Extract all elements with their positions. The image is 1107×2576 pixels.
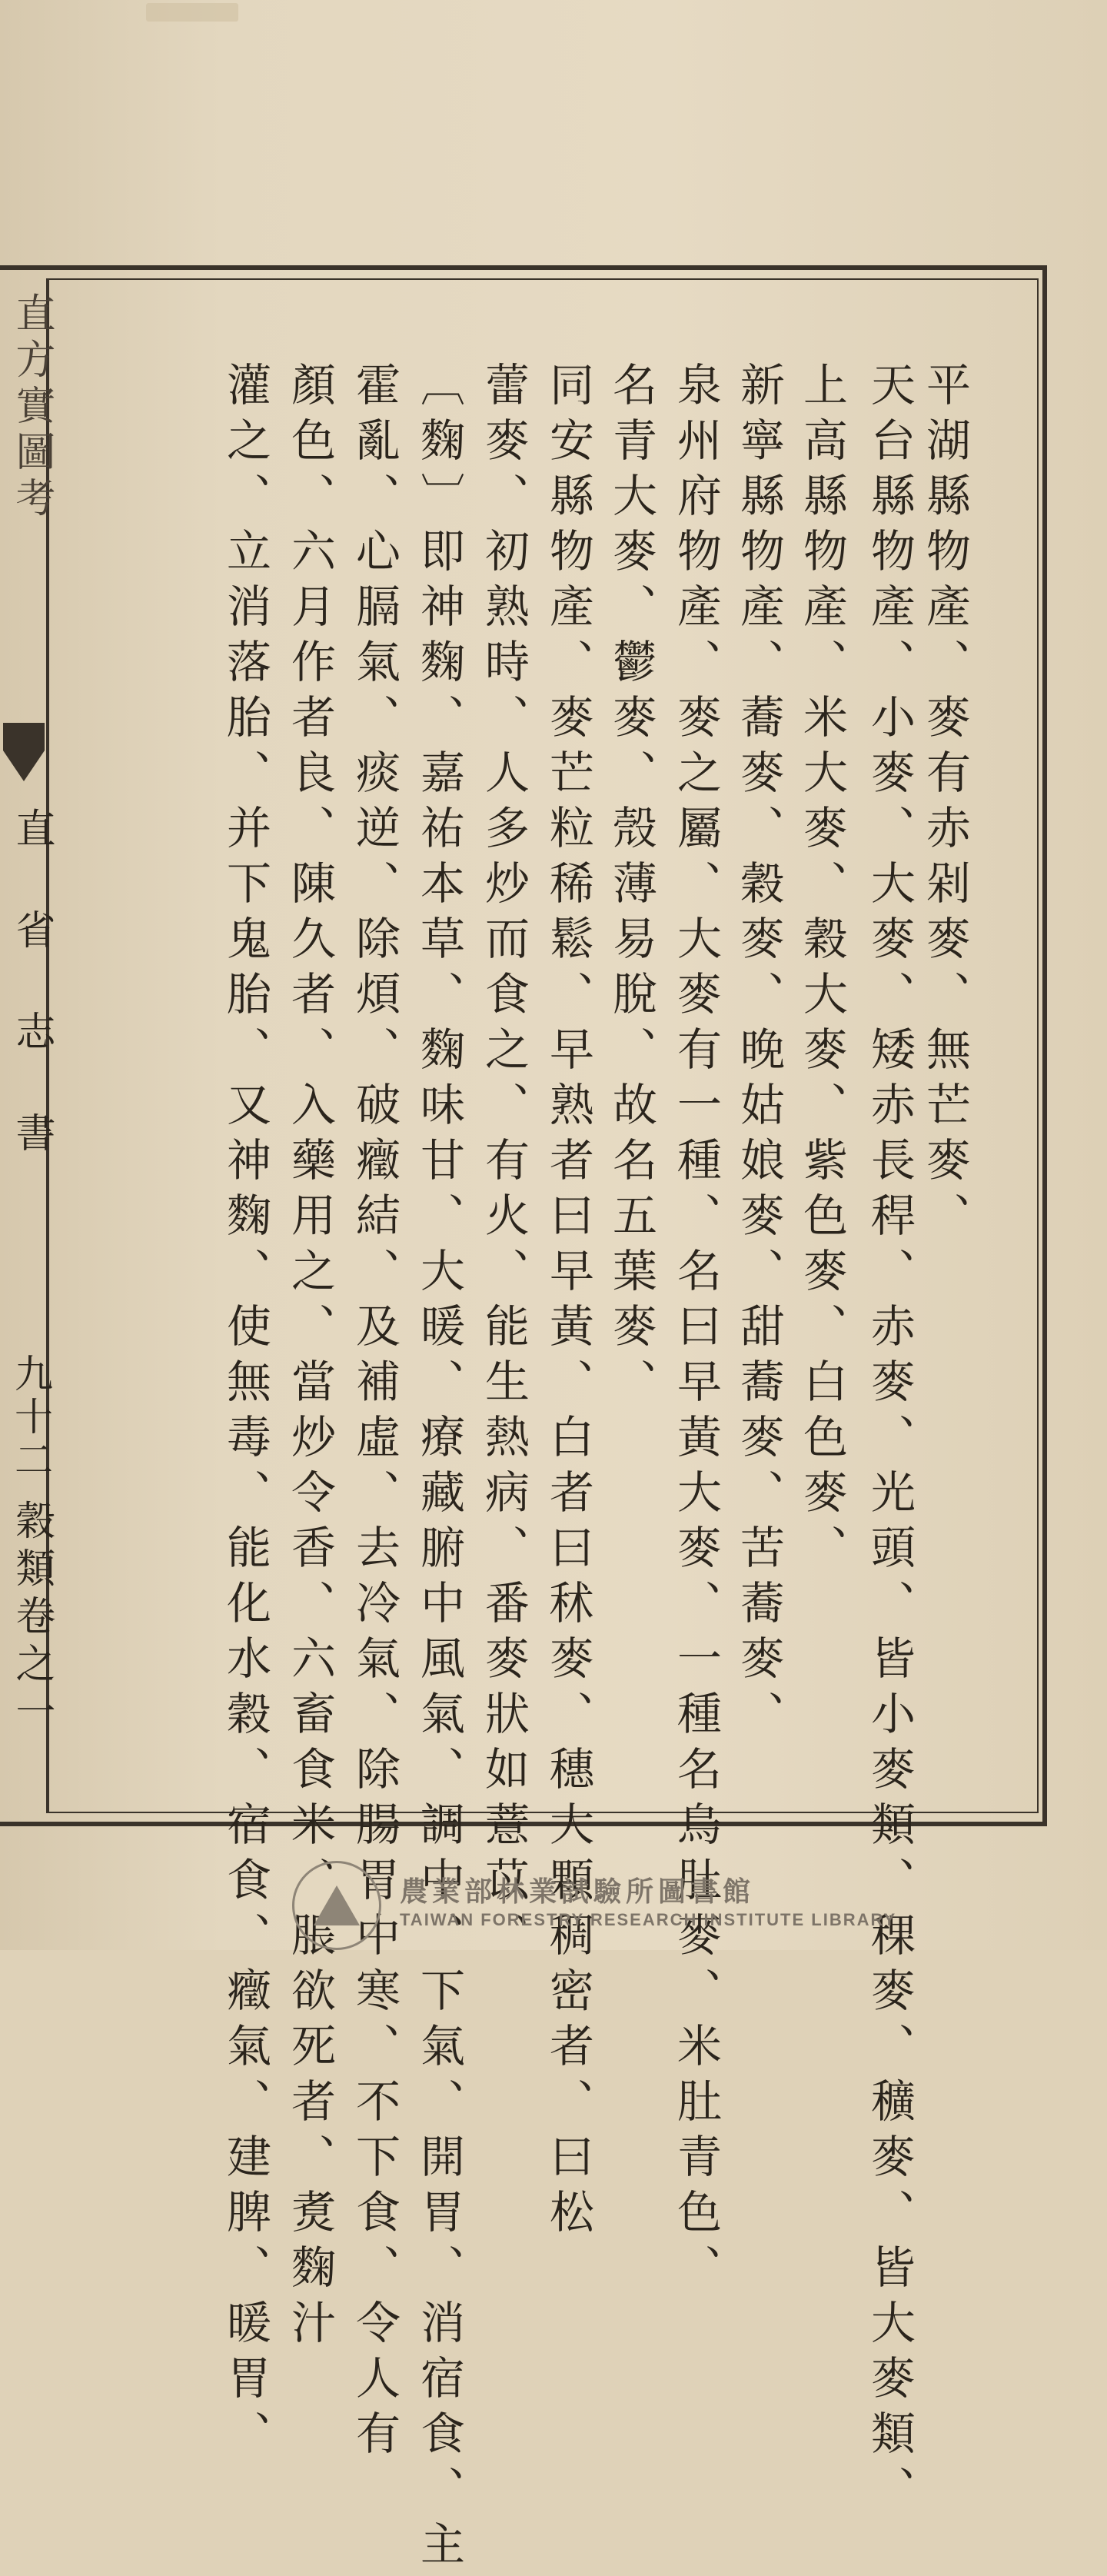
text-column-5: 泉州府物產、麥之屬、大麥有一種、名曰早黃大麥、一種名烏肚麥、米肚青色、 <box>670 361 722 2299</box>
library-name-zh: 農業部林業試驗所圖書館 <box>400 1876 756 1908</box>
text-column-8: 蕾麥、初熟時、人多炒而食之、有火、能生熱病、番麥狀如薏苡、 <box>477 361 530 1967</box>
text-column-2: 天台縣物產、小麥、大麥、矮赤長稈、赤麥、光頭、皆小麥類、稞麥、穬麥、皆大麥類、 <box>863 361 916 2521</box>
margin-book-title-fragment: 直方實圖考 <box>8 292 55 523</box>
text-column-1: 平湖縣物產、麥有赤剁麥、無芒麥、 <box>919 361 971 1247</box>
margin-page-number: 九十二 <box>8 1353 53 1483</box>
margin-section-label: 穀類卷之一 <box>8 1499 55 1738</box>
scan-tab-mark <box>146 3 238 22</box>
text-column-9: 〔麴〕即神麴、嘉祐本草、麴味甘、大暖、療藏腑中風氣、調中、下氣、開胃、消宿食、主 <box>413 361 465 2576</box>
library-emblem-icon <box>292 1861 381 1950</box>
text-column-6: 名青大麥、鬱麥、殼薄易脫、故名五葉麥、 <box>605 361 657 1413</box>
text-column-7: 同安縣物產、麥芒粒稀鬆、早熟者曰早黃、白者曰秫麥、穗大顆稠密者、曰松 <box>542 361 594 2244</box>
library-name-en: TAIWAN FORESTRY RESEARCH INSTITUTE LIBRARY <box>400 1910 897 1929</box>
text-column-3: 上高縣物產、米大麥、穀大麥、紫色麥、白色麥、 <box>796 361 848 1579</box>
margin-book-title: 直 省 志 書 <box>8 807 55 1160</box>
text-column-4: 新寧縣物產、蕎麥、穀麥、晚姑娘麥、甜蕎麥、苦蕎麥、 <box>733 361 785 1746</box>
text-column-10: 霍亂、心膈氣、痰逆、除煩、破癥結、及補虛、去冷氣、除腸胃中寒、不下食、令人有 <box>348 361 401 2465</box>
text-column-12: 灌之、立消落胎、并下鬼胎、又神麴、使無毒、能化水穀、宿食、癥氣、建脾、暖胃、 <box>219 361 271 2465</box>
fish-tail-mark <box>3 723 45 784</box>
text-column-11: 顏色、六月作者良、陳久者、入藥用之、當炒令香、六畜食米、脹欲死者、煑麴汁 <box>284 361 336 2355</box>
